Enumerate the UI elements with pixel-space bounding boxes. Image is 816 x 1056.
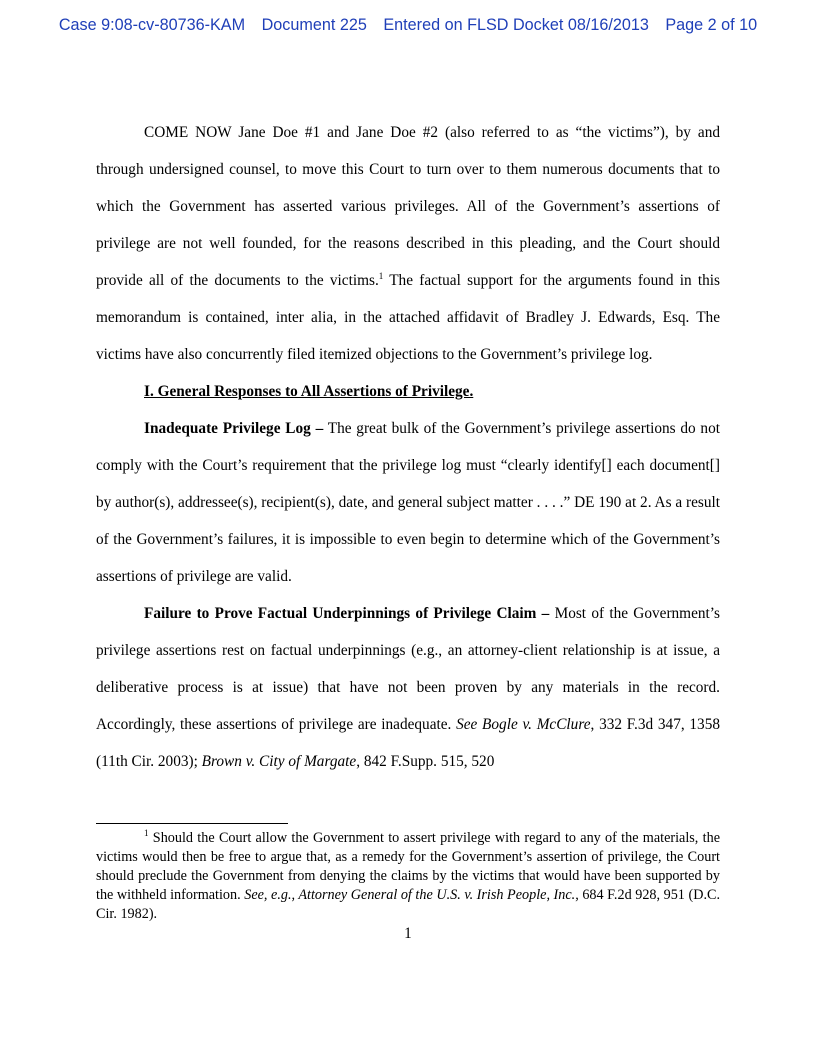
privilege-log-text: The great bulk of the Government’s privilege assertions do not comply with the Court’s requirement that the privilege log must “clearly identify[] each document[] by author(s), addressee(s), recipient(s), date, and general subject matter . . . .” DE 190 at 2. As a result of the Government’s failures, it is impossible to even begin to determine which of the Government’s assertions of privilege are valid.	[96, 420, 720, 585]
docket-entry-date: Entered on FLSD Docket 08/16/2013	[383, 16, 649, 34]
footnote-text: Should the Court allow the Government to assert privilege with regard to any of the materials, the victims would then be free to argue that, as a remedy for the Government’s assertion of privilege, the Court should preclude the Government from denying the claims by the victims that would have been supported by the withheld information.	[96, 830, 720, 903]
case-number: Case 9:08-cv-80736-KAM	[58, 16, 246, 34]
document-body	[96, 114, 720, 780]
footnote-marker: 1	[144, 828, 149, 838]
privilege-log-paragraph	[96, 410, 720, 595]
intro-paragraph	[96, 114, 720, 373]
footnote-divider	[96, 823, 288, 824]
factual-underpinnings-text: Most of the Government’s privilege assertions rest on factual underpinnings (e.g., an attorney-client relationship is at issue, a deliberative process is at issue) that have not been proven by any materials in the record. Accordingly, these assertions of privilege are inadequate.	[96, 605, 720, 733]
citation-brown: Brown v. City of Margate	[201, 753, 357, 770]
footnote-reference: 1	[378, 271, 384, 281]
factual-underpinnings-paragraph	[96, 595, 720, 780]
footnote-citation: See, e.g., Attorney General of the U.S. v. Irish People, Inc.	[244, 887, 576, 903]
citation-brown-reporter: , 842 F.Supp. 515, 520	[356, 753, 495, 770]
privilege-log-heading: Inadequate Privilege Log –	[144, 420, 324, 437]
page-indicator: Page 2 of 10	[665, 16, 758, 34]
footnote-citation-reporter: , 684 F.2d 928, 951 (D.C. Cir. 1982).	[96, 887, 720, 922]
document-number: Document 225	[261, 16, 367, 34]
page-number: 1	[404, 925, 412, 942]
intro-text-a: COME NOW Jane Doe #1 and Jane Doe #2 (also referred to as “the victims”), by and through undersigned counsel, to move this Court to turn over to them numerous documents that to which the Government has asserted various privileges. All of the Government’s assertions of privilege are not well founded, for the reasons described in this pleading, and the Court should provide all of the documents to the victims.	[96, 124, 720, 289]
citation-bogle-reporter: , 332 F.3d 347, 1358 (11th Cir. 2003);	[96, 716, 721, 770]
citation-bogle: See Bogle v. McClure	[456, 716, 591, 733]
factual-underpinnings-heading: Failure to Prove Factual Underpinnings of Privilege Claim –	[144, 605, 550, 622]
footnote	[96, 829, 720, 924]
section-heading: I. General Responses to All Assertions of Privilege.	[144, 383, 474, 400]
intro-text-b: The factual support for the arguments found in this memorandum is contained, inter alia, in the attached affidavit of Bradley J. Edwards, Esq. The victims have also concurrently filed itemized objections to the Government’s privilege log.	[96, 272, 720, 363]
docket-header	[0, 16, 816, 35]
